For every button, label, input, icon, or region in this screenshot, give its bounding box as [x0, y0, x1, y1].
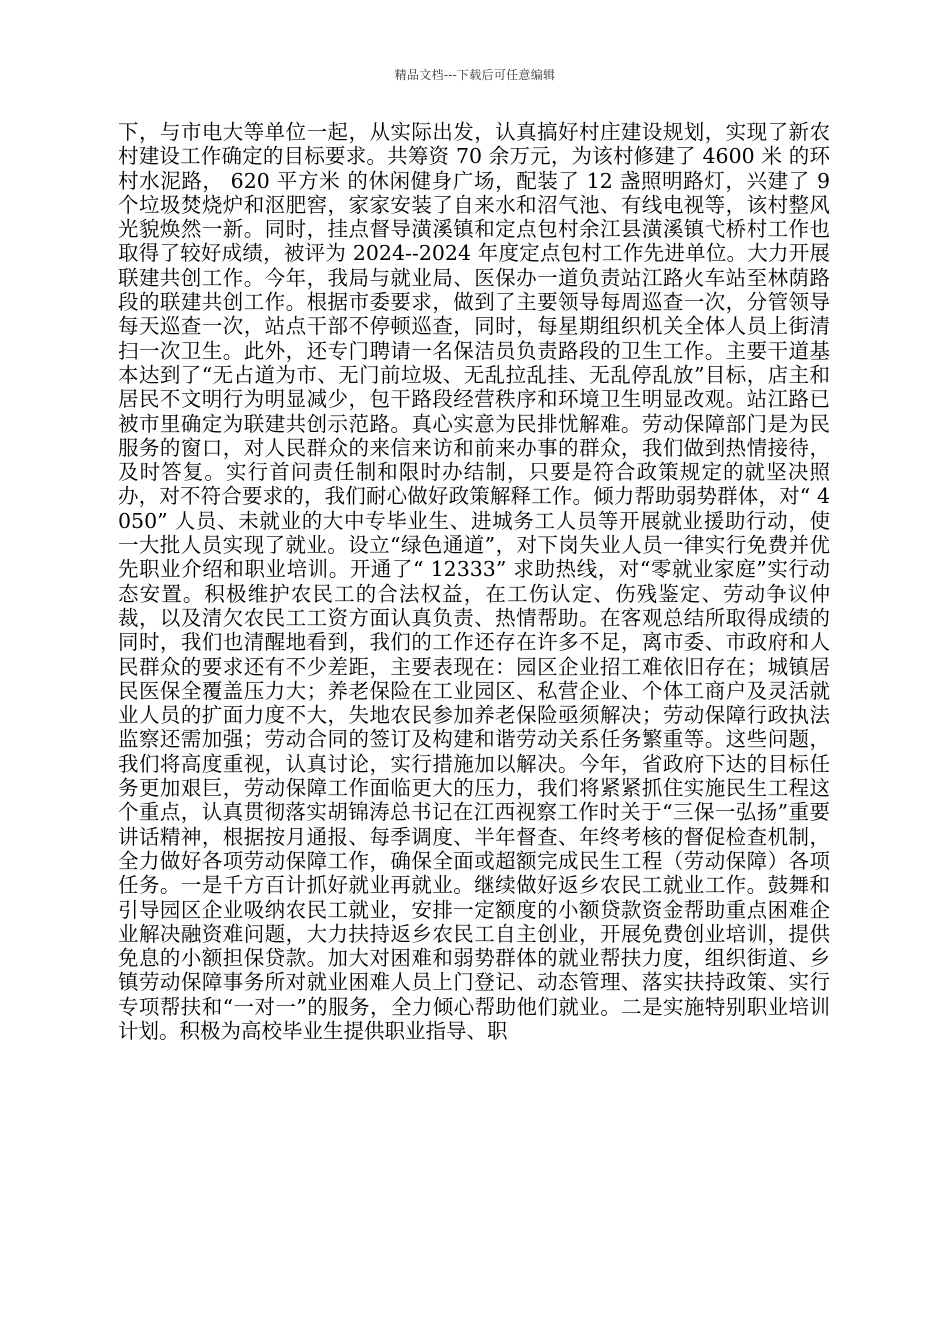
page-header: 精品文档---下载后可任意编辑 [394, 68, 556, 82]
body-paragraph: 下，与市电大等单位一起，从实际出发，认真搞好村庄建设规划，实现了新农村建设工作确定的目标要求。共筹资 70 余万元，为该村修建了 4600 米 的环村水泥路， 620 平方米 的休闲健身广场，配装了 12 盏照明路灯，兴建了 9 个垃圾焚烧炉和沤肥窖，家家安装了自来水和沼气池、有线电视等，该村整风光貌焕然一新。同时，挂点督导潢溪镇和定点包村余江县潢溪镇弋桥村工作也取得了较好成绩，被评为 2024--2024 年度定点包村工作先进单位。大力开展联建共创工作。今年，我局与就业局、医保办一道负责站江路火车站至林荫路段的联建共创工作。根据市委要求，做到了主要领导每周巡查一次，分管领导每天巡查一次，站点干部不停顿巡查，同时，每星期组织机关全体人员上街清扫一次卫生。此外，还专门聘请一名保洁员负责路段的卫生工作。主要干道基本达到了“无占道为市、无门前垃圾、无乱拉乱挂、无乱停乱放”目标，店主和居民不文明行为明显减少，包干路段经营秩序和环境卫生明显改观。站江路已被市里确定为联建共创示范路。真心实意为民排忧解难。劳动保障部门是为民服务的窗口，对人民群众的来信来访和前来办事的群众，我们做到热情接待，及时答复。实行首问责任制和限时办结制，只要是符合政策规定的就坚决照办，对不符合要求的，我们耐心做好政策解释工作。倾力帮助弱势群体，对“ 4050” 人员、未就业的大中专毕业生、进城务工人员等开展就业援助行动，使一大批人员实现了就业。设立“绿色通道”，对下岗失业人员一律实行免费并优先职业介绍和职业培训。开通了“ 12333” 求助热线，对“零就业家庭”实行动态安置。积极维护农民工的合法权益，在工伤认定、伤残鉴定、劳动争议仲裁，以及清欠农民工工资方面认真负责、热情帮助。在客观总结所取得成绩的同时，我们也清醒地看到，我们的工作还存在许多不足，离市委、市政府和人民群众的要求还有不少差距，主要表现在：园区企业招工难依旧存在；城镇居民医保全覆盖压力大；养老保险在工业园区、私营企业、个体工商户及灵活就业人员的扩面力度不大，失地农民参加养老保险亟须解决；劳动保障行政执法监察还需加强；劳动合同的签订及构建和谐劳动关系任务繁重等。这些问题，我们将高度重视，认真讨论，实行措施加以解决。今年，省政府下达的目标任务更加艰巨，劳动保障工作面临更大的压力，我们将紧紧抓住实施民生工程这个重点，认真贯彻落实胡锦涛总书记在江西视察工作时关于“三保一弘扬”重要讲话精神，根据按月通报、每季调度、半年督查、年终考核的督促检查机制，全力做好各项劳动保障工作，确保全面或超额完成民生工程（劳动保障）各项任务。一是千方百计抓好就业再就业。继续做好返乡农民工就业工作。鼓舞和引导园区企业吸纳农民工就业，安排一定额度的小额贷款资金帮助重点困难企业解决融资难问题，大力扶持返乡农民工自主创业，开展免费创业培训，提供免息的小额担保贷款。加大对困难和弱势群体的就业帮扶力度，组织街道、乡镇劳动保障事务所对就业困难人员上门登记、动态管理、落实扶持政策、实行专项帮扶和“一对一”的服务，全力倾心帮助他们就业。二是实施特别职业培训计划。积极为高校毕业生提供职业指导、职 [118, 120, 830, 1043]
document-body [118, 120, 830, 1043]
